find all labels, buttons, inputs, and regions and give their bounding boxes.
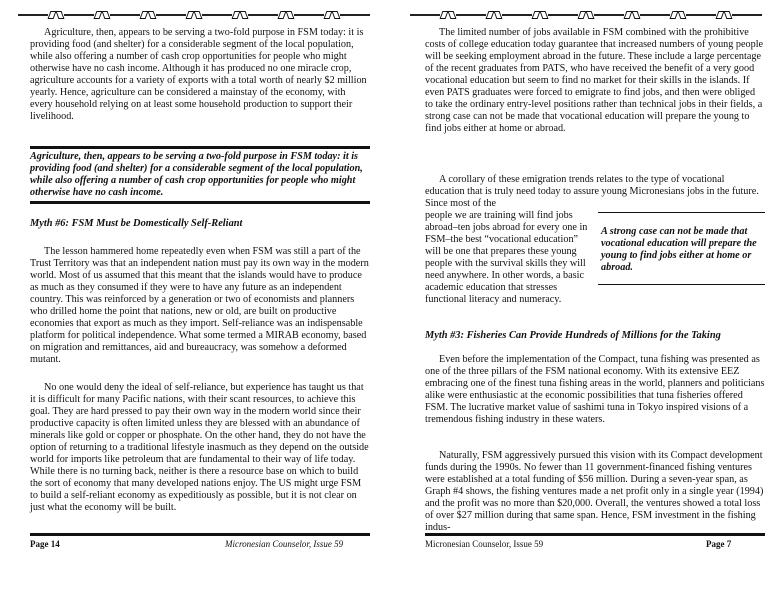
- page-number: Page 7: [706, 539, 732, 549]
- pull-quote-left: Agriculture, then, appears to be serving a two-fold purpose in FSM today: it is providing food (and shelter) for a considerable segment of the local population, while also offering a number of cash crop opportunities for people who might otherwise have no cash income.: [30, 151, 363, 198]
- body-paragraph: Even before the implementation of the Compact, tuna fishing was presented as one of the three pillars of the FSM national economy. With its extensive EEZ embracing one of the finest tuna fishing areas in the world, planners and politicians alike were enthusiastic at the economic possibilities that tuna fisheries offered FSM. The lucrative market value of sashimi tuna in Tokyo inspired visions of a tremendous fishing industry in these waters.: [425, 354, 765, 425]
- footer-publication-title: Micronesian Counselor, Issue 59: [425, 539, 544, 549]
- footer-publication-title: Micronesian Counselor, Issue 59: [225, 539, 344, 549]
- body-paragraph: No one would deny the ideal of self-reliance, but experience has taught us that it is difficult for many Pacific nations, with their scant resources, to achieve this goal. They are hard pressed to pay their own way in the modern world since their productive capacity is often limited unless they are blessed with an abundance of minerals like gold or copper or phosphate. On the other hand, they do not have the option of returning to a traditional lifestyle inasmuch as they depend on the outside world for imports like petroleum that are fundamental to their way of life today. While there is no turning back, neither is there a resource base on which to build the sort of economy that many developed nations enjoy. The US might urge FSM to build a self-reliant economy as expeditiously as possible, but it is not clear on just what the economy will be built.: [30, 382, 369, 513]
- section-heading-myth-6: Myth #6: FSM Must be Domestically Self-Reliant: [30, 218, 243, 229]
- right-page: [388, 0, 776, 600]
- decorative-border-top-right: [410, 10, 762, 20]
- pull-quote-right: A strong case can not be made that vocational education will prepare the young to find jobs either at home or abroad.: [601, 226, 757, 273]
- pull-quote-top-rule: [30, 146, 370, 149]
- footer-rule: [425, 533, 765, 536]
- pull-quote-top-rule: [598, 212, 765, 213]
- pull-quote-bottom-rule: [598, 284, 765, 285]
- decorative-border-top-left: [18, 10, 370, 20]
- intro-paragraph: Agriculture, then, appears to be serving a two-fold purpose in FSM today: it is providing food (and shelter) for a considerable segment of the local population, while also offering a number of cash crop opportunities for people who might otherwise have no cash income. Although it has produced no one miracle crop, agriculture accounts for a variety of exports with a total worth of nearly $2 million yearly. Hence, agriculture can be considered a mainstay of the economy, with every household relying on at least some household production to support their livelihood.: [30, 27, 367, 122]
- body-paragraph-wrap: people we are training will find jobs abroad–ten jobs abroad for every one in FSM–the best “vocational education” will be one that prepares these young people with the survival skills they will need anywhere. In other words, a basic academic education that stresses functional literacy and numeracy.: [425, 210, 588, 305]
- pull-quote-bottom-rule: [30, 201, 370, 204]
- body-paragraph-lead: A corollary of these emigration trends relates to the type of vocational education that is truly need today to assure young Micronesians jobs in the future. Since most of the: [425, 174, 759, 209]
- body-paragraph: The lesson hammered home repeatedly even when FSM was still a part of the Trust Territory was that an independent nation must pay its own way in the modern world. Most of us assumed that this meant that the islands would have to produce as much as they consumed if they were to have any future as an independent country. This was reinforced by a generation or two of economists and planners who drilled home the point that nations, new or old, are built on productive economies that export as much as they import. Self-reliance was an indispensable platform for political independence. What some termed a MIRAB economy, based on migration and remittances, aid and bureaucracy, was somehow a deformed mutant.: [30, 246, 369, 365]
- body-paragraph: Naturally, FSM aggressively pursued this vision with its Compact development funds during the 1990s. No fewer than 11 government-financed fishing ventures were established at a total funding of $56 million. During a seven-year span, as Graph #4 shows, the fishing ventures made a net profit only in a single year (1994) and the profit was no more than $20,000. Overall, the ventures showed a total loss of over $27 million during that same span. Hence, FSM investment in the fishing indus-: [425, 450, 764, 533]
- footer-rule: [30, 533, 370, 536]
- page-number: Page 14: [30, 539, 60, 549]
- section-heading-myth-3: Myth #3: Fisheries Can Provide Hundreds of Millions for the Taking: [425, 330, 721, 341]
- body-paragraph: The limited number of jobs available in FSM combined with the prohibitive costs of college education today guarantee that increased numbers of young people will be seeking employment abroad in the future. These include a large percentage of the recent graduates from PATS, who have received the benefit of a very good vocational education but seem to find no market for their skills in the islands. If even PATS graduates were forced to emigrate to find jobs, and then were obliged to take the ordinary entry-level positions rather than technical jobs in their fields, a strong case can not be made that vocational education will prepare the young to find jobs either at home or abroad.: [425, 27, 764, 134]
